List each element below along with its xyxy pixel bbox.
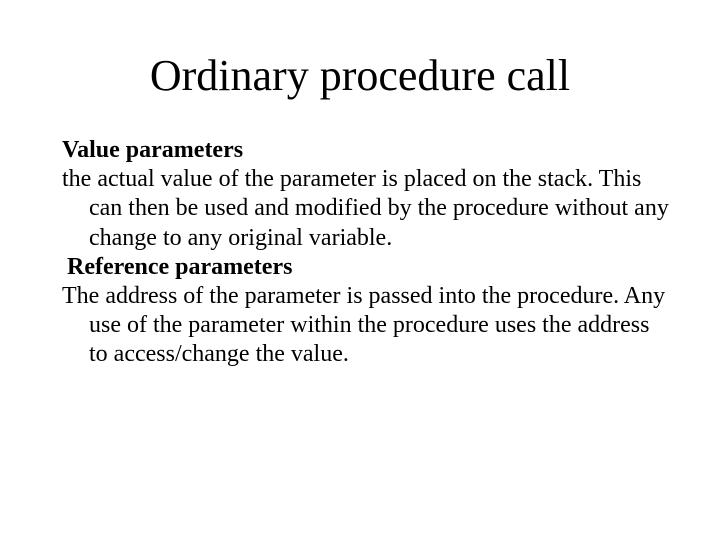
slide-body — [62, 136, 672, 370]
section-text-reference-parameters: The address of the parameter is passed into the procedure. Any use of the parameter within the procedure uses the address to access/change the value. — [62, 283, 666, 368]
section-heading-value-parameters: Value parameters — [62, 137, 244, 163]
section-heading-reference-parameters: Reference parameters — [67, 253, 293, 280]
section-text-value-parameters: the actual value of the parameter is placed on the stack. This can then be used and modified by the procedure without any change to any original variable. — [62, 166, 669, 251]
slide-title: Ordinary procedure call — [149, 51, 571, 100]
